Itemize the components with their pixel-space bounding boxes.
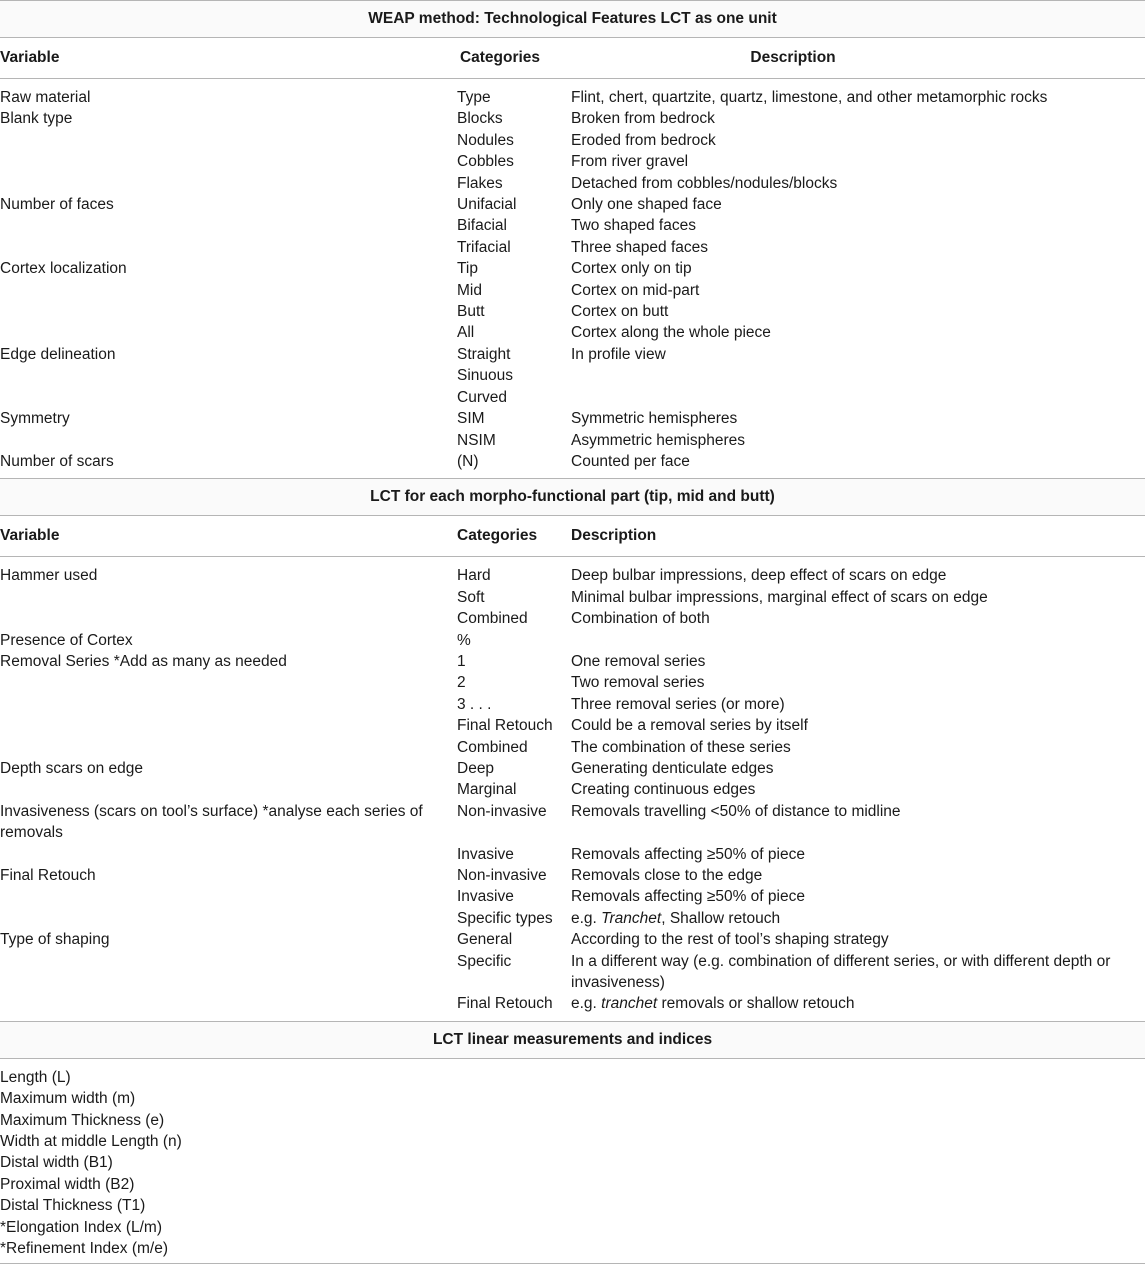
category-cell: Deep (457, 759, 495, 777)
table-row (0, 929, 1145, 950)
category-cell: Non-invasive (457, 802, 547, 820)
measurement-row (0, 1088, 1145, 1109)
variable-cell (0, 322, 457, 343)
measurement-row (0, 1195, 1145, 1216)
column-header: Description (571, 516, 1145, 557)
variable-cell (0, 365, 457, 386)
category-cell: Unifacial (457, 196, 517, 214)
variable-cell (0, 130, 457, 151)
measurement-row (0, 1174, 1145, 1195)
variable-cell (0, 715, 457, 736)
variable-cell: Depth scars on edge (0, 759, 144, 777)
description-cell: Detached from cobbles/nodules/blocks (571, 174, 838, 192)
variable-cell: Blank type (0, 110, 73, 128)
table-row (0, 130, 1145, 151)
category-cell: Invasive (457, 845, 514, 863)
table-row (0, 737, 1145, 758)
table-row (0, 630, 1145, 651)
variable-cell (0, 908, 457, 929)
description-cell: e.g. tranchet removals or shallow retouch (571, 995, 855, 1013)
table-row (0, 951, 1145, 994)
description-cell: The combination of these series (571, 738, 791, 756)
description-cell (571, 387, 1145, 408)
table-row (0, 215, 1145, 236)
header-row (0, 516, 1145, 557)
category-cell: NSIM (457, 431, 496, 449)
table-row (0, 237, 1145, 258)
table-row (0, 779, 1145, 800)
column-header: Categories (457, 38, 571, 79)
variable-cell (0, 694, 457, 715)
table-row (0, 280, 1145, 301)
category-cell: Nodules (457, 131, 514, 149)
description-cell: Cortex along the whole piece (571, 324, 771, 342)
measurement-item: Width at middle Length (n) (0, 1133, 182, 1151)
category-cell: Straight (457, 345, 511, 363)
description-cell: Deep bulbar impressions, deep effect of scars on edge (571, 567, 947, 585)
variable-cell (0, 608, 457, 629)
category-cell: Type (457, 89, 491, 106)
table-row (0, 993, 1145, 1014)
table-row (0, 322, 1145, 343)
table-row (0, 908, 1145, 929)
category-cell: Marginal (457, 781, 517, 799)
variable-cell: Edge delineation (0, 345, 116, 363)
category-cell: Combined (457, 738, 528, 756)
variable-cell: Presence of Cortex (0, 631, 133, 649)
table-body (0, 1, 1145, 1264)
table-row (0, 430, 1145, 451)
description-cell: Three shaped faces (571, 238, 709, 256)
measurement-row (0, 1131, 1145, 1152)
description-cell: From river gravel (571, 153, 689, 171)
category-cell: Curved (457, 388, 507, 406)
description-cell: According to the rest of tool’s shaping strategy (571, 931, 889, 949)
category-cell: Specific (457, 952, 512, 970)
variable-cell (0, 886, 457, 907)
category-cell: Specific types (457, 909, 553, 927)
variable-cell: Cortex localization (0, 260, 127, 278)
category-cell: Invasive (457, 888, 514, 906)
category-cell: Tip (457, 260, 478, 278)
measurement-row (0, 1067, 1145, 1088)
measurement-item: Maximum Thickness (e) (0, 1111, 165, 1129)
category-cell: Cobbles (457, 153, 514, 171)
description-cell: Removals affecting ≥50% of piece (571, 888, 805, 906)
category-cell: All (457, 324, 475, 342)
description-cell: Removals close to the edge (571, 867, 763, 884)
description-cell: Removals travelling <50% of distance to midline (571, 802, 901, 820)
variable-cell (0, 173, 457, 194)
category-cell: Butt (457, 303, 485, 321)
table-row (0, 108, 1145, 129)
section-title-row (0, 479, 1145, 516)
table-row (0, 301, 1145, 322)
description-cell: In profile view (571, 345, 666, 363)
category-cell: Final Retouch (457, 995, 553, 1013)
description-cell: Asymmetric hemispheres (571, 431, 745, 449)
description-cell: Eroded from bedrock (571, 131, 716, 149)
table-row (0, 258, 1145, 279)
table-row (0, 587, 1145, 608)
table-row (0, 173, 1145, 194)
table-row (0, 651, 1145, 672)
variable-cell: Hammer used (0, 567, 98, 585)
category-cell: % (457, 631, 471, 649)
column-header: Variable (0, 516, 457, 557)
section-title: LCT linear measurements and indices (0, 1021, 1145, 1058)
section-title: LCT for each morpho-functional part (tip, mid and butt) (0, 479, 1145, 516)
description-cell: Only one shaped face (571, 196, 722, 214)
variable-cell (0, 387, 457, 408)
column-header: Description (571, 38, 1145, 79)
category-cell: 2 (457, 674, 466, 692)
variable-cell (0, 587, 457, 608)
measurement-row (0, 1110, 1145, 1131)
description-cell: e.g. Tranchet, Shallow retouch (571, 909, 781, 927)
variable-cell (0, 301, 457, 322)
table-row (0, 694, 1145, 715)
measurement-item: *Elongation Index (L/m) (0, 1218, 162, 1236)
variable-cell (0, 151, 457, 172)
variable-cell: Raw material (0, 89, 91, 106)
table-row (0, 151, 1145, 172)
table-row (0, 886, 1145, 907)
description-cell: Symmetric hemispheres (571, 410, 738, 428)
category-cell: Combined (457, 610, 528, 628)
description-cell: Minimal bulbar impressions, marginal effect of scars on edge (571, 588, 988, 606)
table-row (0, 865, 1145, 886)
description-cell: Cortex only on tip (571, 260, 692, 278)
description-cell: One removal series (571, 652, 706, 670)
category-cell: Soft (457, 588, 485, 606)
category-cell: Blocks (457, 110, 503, 128)
variable-cell (0, 844, 457, 865)
description-cell: Three removal series (or more) (571, 695, 785, 713)
category-cell: SIM (457, 410, 485, 428)
table-row (0, 715, 1145, 736)
table-row (0, 194, 1145, 215)
description-cell: Cortex on mid-part (571, 281, 700, 299)
category-cell: Sinuous (457, 367, 514, 385)
measurement-row (0, 1152, 1145, 1173)
description-cell: Flint, chert, quartzite, quartz, limestone, and other metamorphic rocks (571, 89, 1048, 106)
table-row (0, 451, 1145, 472)
category-cell: 3 . . . (457, 695, 492, 713)
measurement-item: *Refinement Index (m/e) (0, 1240, 168, 1258)
variable-cell: Removal Series *Add as many as needed (0, 652, 287, 670)
variable-cell: Final Retouch (0, 867, 96, 884)
table-row (0, 344, 1145, 365)
variable-cell: Invasiveness (scars on tool’s surface) *analyse each series of removals (0, 802, 423, 842)
table-row (0, 387, 1145, 408)
description-cell: Removals affecting ≥50% of piece (571, 845, 805, 863)
variable-cell (0, 430, 457, 451)
table-row (0, 672, 1145, 693)
category-cell: Final Retouch (457, 717, 553, 735)
category-cell: Flakes (457, 174, 503, 192)
section-title-row (0, 1, 1145, 38)
description-cell: Combination of both (571, 610, 710, 628)
measurement-item: Length (L) (0, 1068, 71, 1086)
variable-cell (0, 779, 457, 800)
category-cell: (N) (457, 452, 479, 470)
variable-cell (0, 672, 457, 693)
column-header: Variable (0, 38, 457, 79)
description-cell: Could be a removal series by itself (571, 717, 808, 735)
measurement-item: Distal Thickness (T1) (0, 1197, 146, 1215)
description-cell: Generating denticulate edges (571, 759, 774, 777)
variable-cell: Symmetry (0, 410, 70, 428)
category-cell: Bifacial (457, 217, 507, 235)
table-row (0, 365, 1145, 386)
description-cell (571, 365, 1145, 386)
description-cell: Counted per face (571, 452, 690, 470)
category-cell: Trifacial (457, 238, 511, 256)
column-header: Categories (457, 516, 571, 557)
variable-cell: Type of shaping (0, 931, 110, 949)
description-cell: In a different way (e.g. combination of different series, or with different depth or invasiveness) (571, 952, 1111, 992)
category-cell: Hard (457, 567, 491, 585)
header-row (0, 38, 1145, 79)
description-cell: Creating continuous edges (571, 781, 756, 799)
category-cell: General (457, 931, 513, 949)
variable-cell: Number of scars (0, 452, 114, 470)
table-row (0, 565, 1145, 586)
description-cell: Cortex on butt (571, 303, 669, 321)
table-row (0, 408, 1145, 429)
table-row (0, 608, 1145, 629)
description-cell (571, 630, 1145, 651)
variable-cell (0, 993, 457, 1014)
section-title-row (0, 1021, 1145, 1058)
variable-cell (0, 280, 457, 301)
table-row (0, 801, 1145, 844)
variable-cell: Number of faces (0, 196, 114, 214)
measurement-row (0, 1217, 1145, 1238)
variable-cell (0, 951, 457, 994)
description-cell: Two shaped faces (571, 217, 696, 235)
variable-cell (0, 215, 457, 236)
section-title: WEAP method: Technological Features LCT as one unit (0, 1, 1145, 38)
category-cell: Mid (457, 281, 482, 299)
measurement-item: Distal width (B1) (0, 1154, 113, 1172)
table-row (0, 758, 1145, 779)
variable-cell (0, 237, 457, 258)
measurement-item: Maximum width (m) (0, 1090, 136, 1108)
variable-cell (0, 737, 457, 758)
measurement-item: Proximal width (B2) (0, 1175, 135, 1193)
description-cell: Broken from bedrock (571, 110, 715, 128)
category-cell: 1 (457, 652, 466, 670)
description-cell: Two removal series (571, 674, 705, 692)
category-cell: Non-invasive (457, 867, 547, 884)
measurement-row (0, 1238, 1145, 1259)
table-row (0, 87, 1145, 108)
table-row (0, 844, 1145, 865)
